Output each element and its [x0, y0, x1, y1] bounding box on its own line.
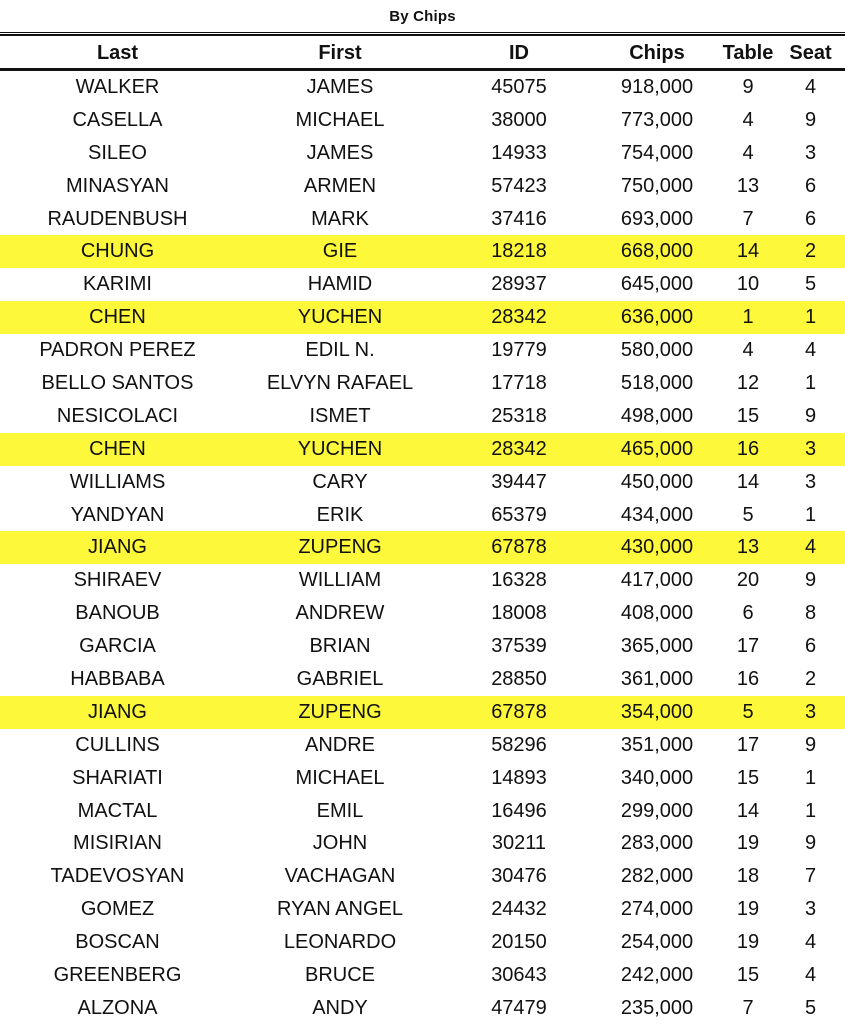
cell-last: SILEO	[88, 141, 147, 164]
cell-last: KARIMI	[83, 273, 152, 296]
cell-id: 39447	[491, 470, 547, 493]
cell-table: 5	[742, 503, 754, 526]
cell-id: 58296	[491, 733, 547, 756]
cell-table: 19	[736, 832, 760, 855]
cell-last: PADRON PEREZ	[39, 339, 196, 362]
cell-seat: 5	[804, 996, 817, 1019]
cell-seat: 4	[804, 536, 817, 559]
table-row	[0, 564, 845, 597]
cell-chips: 498,000	[620, 404, 694, 427]
cell-table: 15	[736, 404, 760, 427]
cell-id: 18008	[491, 602, 547, 625]
cell-id: 14893	[491, 766, 547, 789]
cell-id: 20150	[491, 931, 547, 954]
cell-first: MICHAEL	[295, 108, 385, 131]
cell-chips: 754,000	[620, 141, 694, 164]
cell-id: 19779	[491, 339, 547, 362]
cell-first: GIE	[322, 240, 358, 263]
cell-id: 16328	[491, 569, 547, 592]
table-row	[0, 268, 845, 301]
cell-table: 14	[736, 799, 760, 822]
cell-last: SHARIATI	[72, 766, 163, 789]
cell-table: 20	[736, 569, 760, 592]
cell-first: BRUCE	[304, 963, 375, 986]
cell-last: HABBABA	[70, 667, 165, 690]
cell-chips: 235,000	[620, 996, 694, 1019]
table-row	[0, 992, 845, 1025]
cell-first: ANDRE	[304, 733, 375, 756]
table-row-highlighted	[0, 696, 845, 729]
cell-last: GOMEZ	[80, 898, 155, 921]
page-title: By Chips	[389, 8, 456, 25]
cell-seat: 2	[804, 240, 817, 263]
table-row	[0, 893, 845, 926]
cell-first: ISMET	[309, 404, 371, 427]
cell-last: ALZONA	[77, 996, 158, 1019]
cell-seat: 3	[804, 898, 817, 921]
cell-chips: 773,000	[620, 108, 694, 131]
cell-first: EDIL N.	[305, 339, 375, 362]
cell-seat: 4	[804, 75, 817, 98]
cell-first: MARK	[311, 207, 369, 230]
cell-chips: 918,000	[620, 75, 694, 98]
cell-chips: 430,000	[620, 536, 694, 559]
header-table: Table	[722, 41, 774, 64]
cell-id: 67878	[491, 700, 547, 723]
cell-table: 18	[736, 865, 760, 888]
cell-seat: 1	[804, 306, 817, 329]
cell-table: 5	[742, 700, 754, 723]
cell-chips: 340,000	[620, 766, 694, 789]
cell-seat: 1	[804, 766, 817, 789]
cell-chips: 417,000	[620, 569, 694, 592]
table-row	[0, 860, 845, 893]
cell-seat: 3	[804, 141, 817, 164]
cell-chips: 408,000	[620, 602, 694, 625]
cell-id: 16496	[491, 799, 547, 822]
header-chips: Chips	[629, 41, 685, 64]
cell-table: 14	[736, 240, 760, 263]
cell-table: 10	[736, 273, 760, 296]
cell-seat: 1	[804, 371, 817, 394]
cell-seat: 2	[804, 667, 817, 690]
table-row	[0, 762, 845, 795]
cell-seat: 9	[804, 569, 817, 592]
cell-chips: 254,000	[620, 931, 694, 954]
cell-seat: 6	[804, 207, 817, 230]
cell-first: ANDREW	[295, 602, 385, 625]
cell-last: JIANG	[88, 700, 147, 723]
table-row	[0, 400, 845, 433]
cell-seat: 4	[804, 963, 817, 986]
table-row	[0, 71, 845, 104]
cell-last: CULLINS	[75, 733, 160, 756]
cell-seat: 1	[804, 503, 817, 526]
table-row	[0, 827, 845, 860]
cell-table: 15	[736, 963, 760, 986]
cell-table: 15	[736, 766, 760, 789]
cell-chips: 282,000	[620, 865, 694, 888]
cell-chips: 434,000	[620, 503, 694, 526]
table-row	[0, 597, 845, 630]
cell-last: RAUDENBUSH	[47, 207, 188, 230]
cell-id: 14933	[491, 141, 547, 164]
cell-first: BRIAN	[309, 635, 371, 658]
cell-last: MACTAL	[77, 799, 158, 822]
cell-chips: 645,000	[620, 273, 694, 296]
cell-last: GARCIA	[79, 635, 156, 658]
cell-chips: 465,000	[620, 437, 694, 460]
cell-table: 17	[736, 733, 760, 756]
cell-last: SHIRAEV	[73, 569, 162, 592]
cell-chips: 668,000	[620, 240, 694, 263]
cell-seat: 9	[804, 404, 817, 427]
cell-last: WALKER	[75, 75, 160, 98]
cell-first: JAMES	[306, 141, 374, 164]
cell-id: 24432	[491, 898, 547, 921]
cell-last: CHEN	[89, 437, 146, 460]
cell-last: MISIRIAN	[73, 832, 162, 855]
cell-id: 57423	[491, 174, 547, 197]
cell-seat: 8	[804, 602, 817, 625]
cell-seat: 4	[804, 931, 817, 954]
cell-table: 14	[736, 470, 760, 493]
top-rule	[0, 32, 845, 36]
cell-first: ANDY	[312, 996, 368, 1019]
cell-id: 38000	[491, 108, 547, 131]
cell-seat: 7	[804, 865, 817, 888]
table-row	[0, 926, 845, 959]
table-row	[0, 729, 845, 762]
cell-table: 6	[742, 602, 754, 625]
cell-first: WILLIAM	[298, 569, 382, 592]
cell-seat: 3	[804, 700, 817, 723]
cell-seat: 3	[804, 470, 817, 493]
table-row	[0, 466, 845, 499]
cell-seat: 6	[804, 174, 817, 197]
header-first: First	[318, 41, 362, 64]
cell-chips: 283,000	[620, 832, 694, 855]
cell-chips: 636,000	[620, 306, 694, 329]
cell-id: 30476	[491, 865, 547, 888]
cell-id: 47479	[491, 996, 547, 1019]
cell-chips: 750,000	[620, 174, 694, 197]
cell-first: ZUPENG	[298, 536, 382, 559]
cell-last: JIANG	[88, 536, 147, 559]
cell-chips: 580,000	[620, 339, 694, 362]
cell-last: CASELLA	[72, 108, 163, 131]
cell-chips: 242,000	[620, 963, 694, 986]
cell-last: MINASYAN	[66, 174, 169, 197]
cell-seat: 9	[804, 832, 817, 855]
cell-last: BELLO SANTOS	[41, 371, 194, 394]
cell-id: 67878	[491, 536, 547, 559]
header-id: ID	[509, 41, 529, 64]
cell-first: JAMES	[306, 75, 374, 98]
table-row	[0, 170, 845, 203]
cell-chips: 518,000	[620, 371, 694, 394]
cell-last: TADEVOSYAN	[50, 865, 185, 888]
cell-last: WILLIAMS	[69, 470, 166, 493]
cell-last: NESICOLACI	[56, 404, 179, 427]
table-row	[0, 630, 845, 663]
cell-table: 9	[742, 75, 754, 98]
cell-last: CHEN	[89, 306, 146, 329]
cell-first: VACHAGAN	[284, 865, 396, 888]
cell-id: 65379	[491, 503, 547, 526]
cell-first: RYAN ANGEL	[277, 898, 403, 921]
header-seat: Seat	[789, 41, 832, 64]
cell-chips: 354,000	[620, 700, 694, 723]
cell-first: ERIK	[316, 503, 364, 526]
cell-id: 17718	[491, 371, 547, 394]
table-row-highlighted	[0, 235, 845, 268]
cell-last: BOSCAN	[75, 931, 160, 954]
table-row-highlighted	[0, 301, 845, 334]
cell-last: YANDYAN	[70, 503, 165, 526]
cell-seat: 1	[804, 799, 817, 822]
cell-chips: 274,000	[620, 898, 694, 921]
table-header	[0, 37, 845, 69]
cell-id: 37416	[491, 207, 547, 230]
cell-id: 28937	[491, 273, 547, 296]
cell-first: YUCHEN	[297, 437, 383, 460]
cell-first: ZUPENG	[298, 700, 382, 723]
cell-chips: 351,000	[620, 733, 694, 756]
cell-table: 19	[736, 898, 760, 921]
cell-id: 45075	[491, 75, 547, 98]
cell-first: JOHN	[312, 832, 368, 855]
cell-table: 12	[736, 371, 760, 394]
cell-seat: 9	[804, 733, 817, 756]
cell-table: 7	[742, 207, 754, 230]
cell-table: 1	[742, 306, 754, 329]
cell-table: 4	[742, 108, 754, 131]
cell-id: 30643	[491, 963, 547, 986]
cell-chips: 450,000	[620, 470, 694, 493]
cell-id: 28342	[491, 437, 547, 460]
cell-table: 16	[736, 667, 760, 690]
table-row	[0, 663, 845, 696]
header-last: Last	[96, 41, 139, 64]
table-row	[0, 334, 845, 367]
table-row	[0, 959, 845, 992]
cell-last: CHUNG	[80, 240, 155, 263]
cell-first: HAMID	[307, 273, 373, 296]
cell-seat: 6	[804, 635, 817, 658]
table-row	[0, 137, 845, 170]
cell-table: 13	[736, 536, 760, 559]
cell-table: 4	[742, 339, 754, 362]
cell-seat: 3	[804, 437, 817, 460]
cell-first: MICHAEL	[295, 766, 385, 789]
cell-first: EMIL	[316, 799, 364, 822]
cell-table: 4	[742, 141, 754, 164]
cell-first: ARMEN	[303, 174, 377, 197]
cell-first: ELVYN RAFAEL	[266, 371, 414, 394]
cell-table: 16	[736, 437, 760, 460]
table-row-highlighted	[0, 433, 845, 466]
cell-first: LEONARDO	[283, 931, 397, 954]
table-row-highlighted	[0, 531, 845, 564]
cell-chips: 693,000	[620, 207, 694, 230]
table-body	[0, 71, 845, 1025]
cell-chips: 365,000	[620, 635, 694, 658]
cell-table: 17	[736, 635, 760, 658]
table-row	[0, 203, 845, 236]
cell-last: BANOUB	[75, 602, 160, 625]
cell-seat: 9	[804, 108, 817, 131]
cell-id: 37539	[491, 635, 547, 658]
cell-table: 19	[736, 931, 760, 954]
table-row	[0, 104, 845, 137]
cell-id: 30211	[491, 832, 547, 855]
cell-id: 18218	[491, 240, 547, 263]
table-row	[0, 795, 845, 828]
table-row	[0, 499, 845, 532]
cell-last: GREENBERG	[53, 963, 182, 986]
cell-id: 28342	[491, 306, 547, 329]
cell-first: CARY	[312, 470, 368, 493]
table-row	[0, 367, 845, 400]
cell-table: 7	[742, 996, 754, 1019]
cell-first: GABRIEL	[296, 667, 384, 690]
cell-seat: 4	[804, 339, 817, 362]
cell-first: YUCHEN	[297, 306, 383, 329]
cell-chips: 299,000	[620, 799, 694, 822]
cell-id: 25318	[491, 404, 547, 427]
cell-id: 28850	[491, 667, 547, 690]
cell-table: 13	[736, 174, 760, 197]
cell-seat: 5	[804, 273, 817, 296]
cell-chips: 361,000	[620, 667, 694, 690]
